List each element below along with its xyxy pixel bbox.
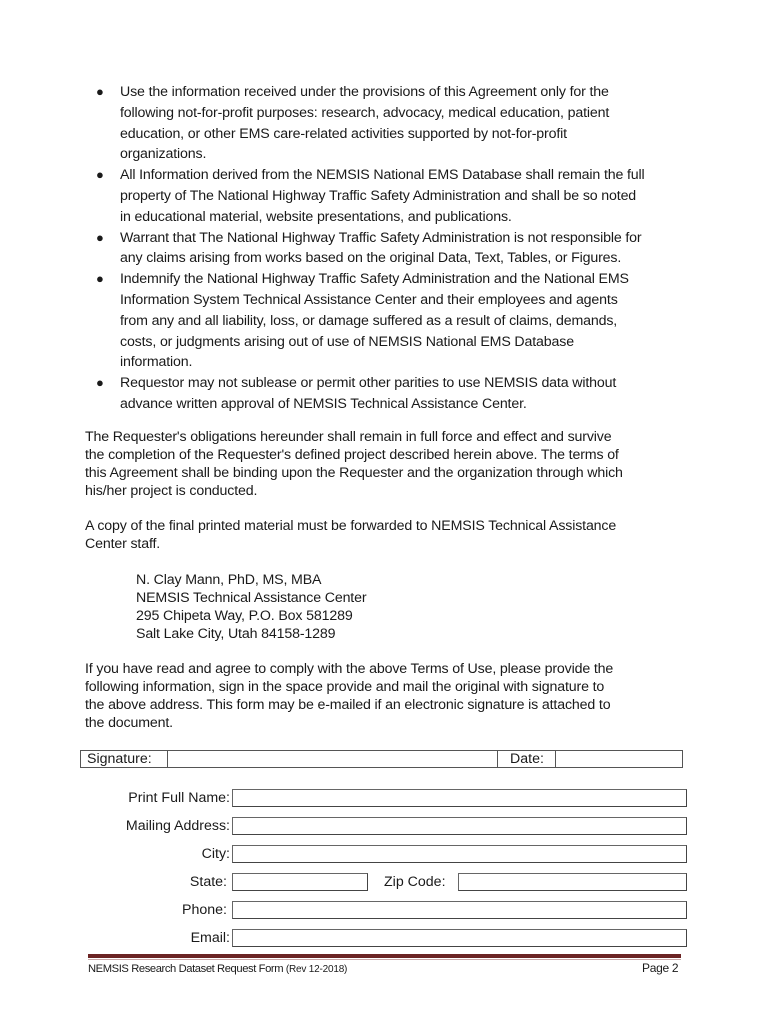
paragraph-line: Center staff. [85, 536, 161, 552]
paragraph-line: following information, sign in the space provide and mail the original with signature to [85, 679, 605, 695]
bullet-item [0, 269, 700, 373]
paragraph-line: the document. [85, 715, 173, 731]
state-label: State: [189, 874, 227, 890]
city-label: City: [201, 846, 230, 862]
bullet-item [0, 228, 700, 270]
date-field[interactable] [556, 751, 682, 767]
bullet-item [0, 82, 700, 165]
phone-field[interactable] [232, 901, 687, 919]
bullet-line: property of The National Highway Traffic Safety Administration and shall be so noted [120, 187, 637, 204]
obligations-paragraph [85, 428, 697, 500]
bullet-line: costs, or judgments arising out of use of NEMSIS National EMS Database [120, 333, 574, 350]
zip-code-label: Zip Code: [384, 874, 446, 890]
address-city-state-zip: Salt Lake City, Utah 84158-1289 [136, 626, 336, 642]
bullet-line: from any and all liability, loss, or damage suffered as a result of claims, demands, [120, 312, 618, 329]
footer-rule-thin [88, 959, 681, 960]
paragraph-line: his/her project is conducted. [85, 483, 258, 499]
bullet-icon: ● [96, 84, 104, 99]
bullet-line: Warrant that The National Highway Traffic Safety Administration is not responsible for [120, 229, 642, 246]
bullet-icon: ● [96, 167, 104, 183]
bullet-line: information. [120, 354, 193, 371]
signature-row [80, 750, 683, 768]
bullet-line: following not-for-profit purposes: research, advocacy, medical education, patient [120, 104, 610, 121]
footer-revision: (Rev 12-2018) [285, 964, 348, 975]
email-label: Email: [190, 930, 230, 946]
paragraph-line: The Requester's obligations hereunder shall remain in full force and effect and survive [85, 429, 612, 445]
mailing-address-label: Mailing Address: [125, 818, 230, 834]
mailing-address-field[interactable] [232, 817, 687, 835]
bullet-icon: ● [96, 229, 104, 245]
print-full-name-label: Print Full Name: [128, 790, 230, 806]
paragraph-line: If you have read and agree to comply with the above Terms of Use, please provide the [85, 661, 614, 677]
footer-rule [88, 954, 681, 958]
zip-code-field[interactable] [458, 873, 687, 891]
bullet-line: education, or other EMS care-related activities supported by not-for-profit [120, 125, 567, 142]
paragraph-line: the above address. This form may be e-mailed if an electronic signature is attached to [85, 697, 611, 713]
copy-notice-paragraph [85, 517, 697, 553]
city-field[interactable] [232, 845, 687, 863]
bullet-line: any claims arising from works based on the original Data, Text, Tables, or Figures. [120, 250, 622, 267]
bullet-line: in educational material, website presentations, and publications. [120, 208, 512, 225]
instructions-paragraph [85, 660, 697, 732]
email-field[interactable] [232, 929, 687, 947]
bullet-line: Use the information received under the provisions of this Agreement only for the [120, 84, 609, 100]
state-field[interactable] [232, 873, 368, 891]
paragraph-line: the completion of the Requester's defined project described herein above. The terms of [85, 447, 619, 463]
phone-label: Phone: [182, 902, 227, 918]
address-name: N. Clay Mann, PhD, MS, MBA [136, 572, 322, 588]
print-full-name-field[interactable] [232, 789, 687, 807]
mailing-address-block [136, 571, 366, 643]
bullet-item [0, 165, 700, 227]
bullet-icon: ● [96, 375, 104, 391]
page-number: Page 2 [642, 961, 679, 975]
signature-label: Signature: [81, 751, 168, 767]
footer-title: NEMSIS Research Dataset Request Form [88, 963, 284, 975]
bullet-line: Information System Technical Assistance Center and their employees and agents [120, 291, 618, 308]
terms-bullet-list [0, 82, 700, 415]
bullet-line: organizations. [120, 146, 207, 163]
signature-field[interactable] [168, 751, 498, 767]
address-street: 295 Chipeta Way, P.O. Box 581289 [136, 608, 353, 624]
paragraph-line: this Agreement shall be binding upon the Requester and the organization through which [85, 465, 623, 481]
address-organization: NEMSIS Technical Assistance Center [136, 590, 367, 606]
paragraph-line: A copy of the final printed material must be forwarded to NEMSIS Technical Assistance [85, 518, 617, 534]
date-label: Date: [498, 751, 556, 767]
bullet-line: Requestor may not sublease or permit other parities to use NEMSIS data without [120, 375, 617, 392]
bullet-item [0, 373, 700, 415]
bullet-line: advance written approval of NEMSIS Technical Assistance Center. [120, 395, 527, 412]
bullet-line: All Information derived from the NEMSIS National EMS Database shall remain the full [120, 167, 645, 184]
bullet-icon: ● [96, 271, 104, 287]
footer-form-title [88, 963, 347, 975]
bullet-line: Indemnify the National Highway Traffic Safety Administration and the National EMS [120, 271, 629, 288]
